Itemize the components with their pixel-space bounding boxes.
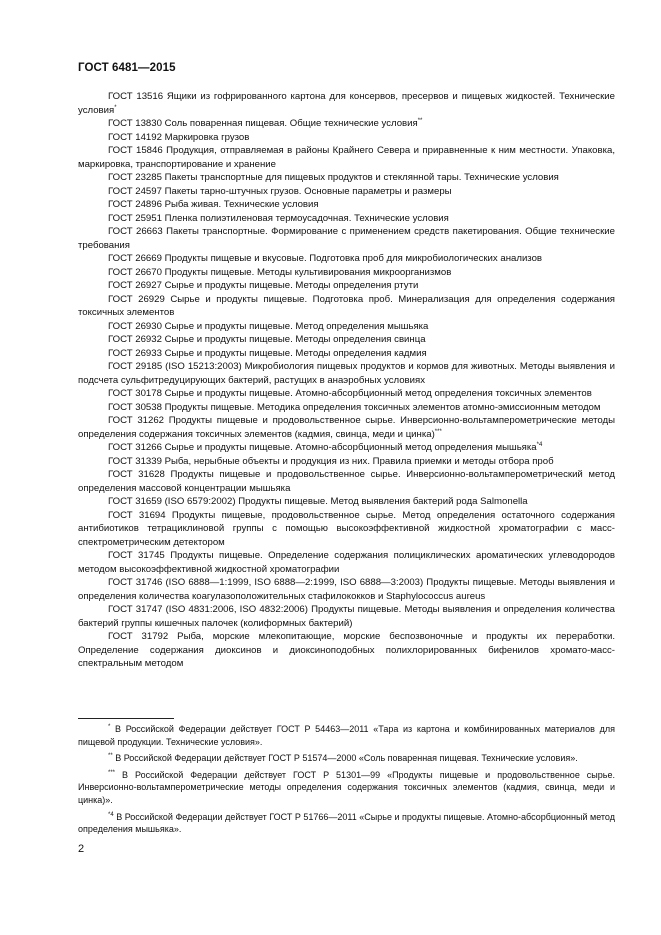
- document-header: ГОСТ 6481—2015: [78, 62, 176, 74]
- reference-item: [78, 171, 615, 185]
- reference-item: [78, 630, 615, 671]
- reference-text: ГОСТ 31659 (ISO 6579:2002) Продукты пищевые. Метод выявления бактерий рода Salmonella: [108, 496, 528, 507]
- reference-item: [78, 144, 615, 171]
- reference-item: [78, 320, 615, 334]
- reference-item: [78, 387, 615, 401]
- reference-item: [78, 360, 615, 387]
- reference-text: ГОСТ 26669 Продукты пищевые и вкусовые. Подготовка проб для микробиологических анализов: [108, 253, 543, 264]
- reference-item: [78, 266, 615, 280]
- footnote: [78, 811, 615, 836]
- reference-item: [78, 293, 615, 320]
- reference-item: [78, 212, 615, 226]
- footnote-text: В Российской Федерации действует ГОСТ Р 54463—2011 «Тара из картона и комбинированных материалов для пищевой продукции. Технические условия».: [78, 724, 615, 747]
- reference-text: ГОСТ 26933 Сырье и продукты пищевые. Методы определения кадмия: [108, 347, 427, 359]
- reference-text: ГОСТ 26930 Сырье и продукты пищевые. Метод определения мышьяка: [108, 320, 429, 332]
- reference-text: ГОСТ 30538 Продукты пищевые. Методика определения токсичных элементов атомно-эмиссионным методом: [108, 401, 601, 413]
- reference-text: ГОСТ 15846 Продукция, отправляемая в районы Крайнего Севера и приравненные к ним местности. Упаковка, маркировка, транспортирование и хранение: [78, 145, 615, 170]
- reference-text: ГОСТ 31694 Продукты пищевые, продовольственное сырье. Метод определения остаточного содержания антибиотиков тетрациклиновой группы с помощью высокоэффективной жидкостной хроматографии с масс-спектрометрическим детектором: [78, 509, 615, 548]
- footnote-mark: *4: [536, 441, 543, 448]
- footnote-mark: **: [417, 117, 423, 124]
- reference-text: ГОСТ 23285 Пакеты транспортные для пищевых продуктов и стеклянной тары. Технические условия: [108, 172, 559, 183]
- footnotes: [78, 723, 615, 840]
- reference-text: ГОСТ 30178 Сырье и продукты пищевые. Атомно-абсорбционный метод определения токсичных элементов: [108, 388, 592, 399]
- footnote: [78, 752, 615, 765]
- footnote-mark: *: [108, 724, 111, 730]
- reference-item: [78, 509, 615, 550]
- reference-text: ГОСТ 31792 Рыба, морские млекопитающие, морские беспозвоночные и продукты их переработки. Определение содержания диоксинов и диоксиноподобных полихлорированных бифенилов хромато-масс-спектральным методом: [78, 631, 615, 669]
- normative-references-list: [78, 90, 615, 671]
- reference-item: [78, 414, 615, 441]
- reference-item: [78, 90, 615, 117]
- reference-item: [78, 401, 615, 415]
- reference-text: ГОСТ 14192 Маркировка грузов: [108, 131, 250, 143]
- footnote-mark: **: [108, 753, 113, 760]
- reference-text: ГОСТ 31746 (ISO 6888—1:1999, ISO 6888—2:1999, ISO 6888—3:2003) Продукты пищевые. Методы выявления и определения количества коагулазоположительных стафилококков и Staphylococcus aureus: [78, 577, 615, 602]
- reference-text: ГОСТ 31628 Продукты пищевые и продовольственное сырье. Инверсионно-вольтамперометрический метод определения массовой концентрации мышьяка: [78, 469, 615, 494]
- reference-item: [78, 117, 615, 131]
- reference-item: [78, 441, 615, 455]
- reference-text: ГОСТ 26932 Сырье и продукты пищевые. Методы определения свинца: [108, 334, 426, 345]
- footnote-text: В Российской Федерации действует ГОСТ Р 51301—99 «Продукты пищевые и продовольственное сырье. Инверсионно-вольтамперометрические методы определения содержания токсичных элементов (кадмия, свинца, меди и цинка)».: [78, 769, 615, 805]
- reference-item: [78, 225, 615, 252]
- reference-text: ГОСТ 26663 Пакеты транспортные. Формирование с применением средств пакетирования. Общие технические требования: [78, 226, 615, 251]
- reference-text: ГОСТ 31745 Продукты пищевые. Определение содержания полициклических ароматических углеводородов методом высокоэффективной жидкостной хроматографии: [78, 550, 615, 575]
- footnote-mark: ***: [108, 769, 116, 776]
- reference-item: [78, 279, 615, 293]
- reference-item: [78, 455, 615, 469]
- footnote-separator: [78, 718, 174, 719]
- reference-text: ГОСТ 26927 Сырье и продукты пищевые. Методы определения ртути: [108, 280, 419, 291]
- reference-text: ГОСТ 31266 Сырье и продукты пищевые. Атомно-абсорбционный метод определения мышьяка: [108, 442, 537, 453]
- reference-text: ГОСТ 26929 Сырье и продукты пищевые. Подготовка проб. Минерализация для определения содержания токсичных элементов: [78, 293, 615, 318]
- reference-text: ГОСТ 31339 Рыба, нерыбные объекты и продукция из них. Правила приемки и методы отбора проб: [108, 455, 554, 467]
- reference-text: ГОСТ 25951 Пленка полиэтиленовая термоусадочная. Технические условия: [108, 212, 449, 224]
- reference-item: [78, 347, 615, 361]
- footnote: [78, 723, 615, 748]
- reference-item: [78, 198, 615, 212]
- reference-item: [78, 333, 615, 347]
- footnote-text: В Российской Федерации действует ГОСТ Р 51766—2011 «Сырье и продукты пищевые. Атомно-абсорбционный метод определения мышьяка».: [78, 811, 615, 835]
- reference-item: [78, 131, 615, 145]
- reference-item: [78, 252, 615, 266]
- reference-item: [78, 495, 615, 509]
- reference-text: ГОСТ 31262 Продукты пищевые и продовольственное сырье. Инверсионно-вольтамперометрические методы определения содержания токсичных элементов (кадмия, свинца, меди и цинка): [78, 415, 615, 440]
- reference-text: ГОСТ 13516 Ящики из гофрированного картона для консервов, пресервов и пищевых жидкостей. Технические условия: [78, 91, 615, 116]
- reference-text: ГОСТ 31747 (ISO 4831:2006, ISO 4832:2006) Продукты пищевые. Методы выявления и определения количества бактерий группы кишечных палочек (колиформных бактерий): [78, 604, 615, 629]
- reference-item: [78, 576, 615, 603]
- footnote-mark: *: [114, 104, 117, 111]
- reference-item: [78, 185, 615, 199]
- footnote: [78, 769, 615, 807]
- reference-text: ГОСТ 13830 Соль поваренная пищевая. Общие технические условия: [108, 118, 418, 129]
- reference-text: ГОСТ 24597 Пакеты тарно-штучных грузов. Основные параметры и размеры: [108, 185, 452, 197]
- footnote-mark: *4: [108, 811, 114, 818]
- reference-text: ГОСТ 26670 Продукты пищевые. Методы культивирования микроорганизмов: [108, 266, 452, 278]
- reference-item: [78, 468, 615, 495]
- reference-item: [78, 603, 615, 630]
- footnote-text: В Российской Федерации действует ГОСТ Р 51574—2000 «Соль поваренная пищевая. Технические условия».: [115, 753, 578, 764]
- reference-text: ГОСТ 24896 Рыба живая. Технические условия: [108, 199, 319, 210]
- reference-text: ГОСТ 29185 (ISO 15213:2003) Микробиология пищевых продуктов и кормов для животных. Методы выявления и подсчета сульфитредуцирующих бактерий, растущих в анаэробных условиях: [78, 361, 615, 386]
- footnote-mark: ***: [434, 428, 442, 435]
- reference-item: [78, 549, 615, 576]
- page-number: 2: [78, 843, 85, 855]
